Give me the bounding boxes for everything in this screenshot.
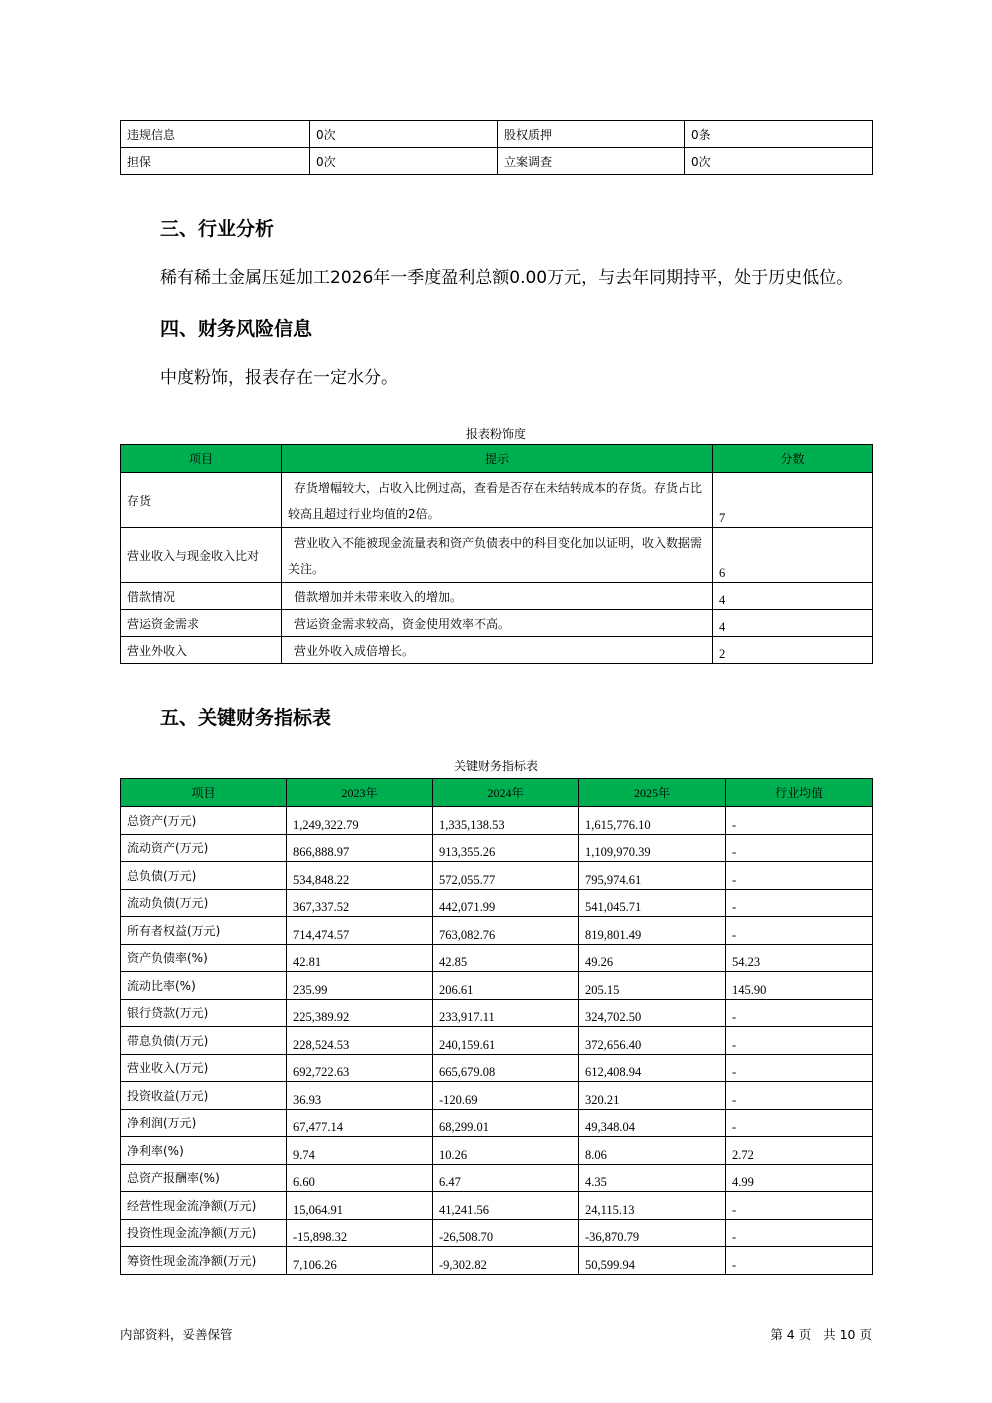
metric-value: 1,249,322.79 xyxy=(287,807,433,835)
section-4-heading: 四、财务风险信息 xyxy=(160,318,313,340)
metric-value: 235.99 xyxy=(287,972,433,1000)
embellish-hint: 营业外收入成倍增长。 xyxy=(282,637,713,664)
metric-value: 612,408.94 xyxy=(579,1054,726,1082)
metrics-row xyxy=(121,807,873,835)
metric-value: 50,599.94 xyxy=(579,1247,726,1275)
metric-name: 投资性现金流净额(万元) xyxy=(121,1219,287,1247)
metric-value: 1,615,776.10 xyxy=(579,807,726,835)
metric-value: 240,159.61 xyxy=(433,1027,579,1055)
metric-value: 8.06 xyxy=(579,1137,726,1165)
metric-value: 795,974.61 xyxy=(579,862,726,890)
embellish-score: 6 xyxy=(713,528,873,583)
metric-value: - xyxy=(726,1219,873,1247)
metric-value: - xyxy=(726,1082,873,1110)
metrics-header: 项目 xyxy=(121,779,287,807)
metrics-header: 2024年 xyxy=(433,779,579,807)
metric-value: 763,082.76 xyxy=(433,917,579,945)
metric-value: 68,299.01 xyxy=(433,1109,579,1137)
metric-name: 净利率(%) xyxy=(121,1137,287,1165)
metric-value: - xyxy=(726,1247,873,1275)
metric-value: 1,335,138.53 xyxy=(433,807,579,835)
embellish-row xyxy=(121,473,873,528)
metric-value: 206.61 xyxy=(433,972,579,1000)
metric-name: 筹资性现金流净额(万元) xyxy=(121,1247,287,1275)
embellish-hint: 借款增加并未带来收入的增加。 xyxy=(282,583,713,610)
metric-name: 流动资产(万元) xyxy=(121,834,287,862)
metric-value: 42.81 xyxy=(287,944,433,972)
metrics-row xyxy=(121,972,873,1000)
risk-row xyxy=(121,121,873,148)
metrics-row xyxy=(121,999,873,1027)
metrics-row xyxy=(121,1027,873,1055)
risk-cell-value1: 0次 xyxy=(310,121,498,148)
metric-value: 7,106.26 xyxy=(287,1247,433,1275)
metric-value: - xyxy=(726,862,873,890)
metric-value: 145.90 xyxy=(726,972,873,1000)
metric-name: 总负债(万元) xyxy=(121,862,287,890)
metric-value: 15,064.91 xyxy=(287,1192,433,1220)
metric-value: 866,888.97 xyxy=(287,834,433,862)
metric-value: - xyxy=(726,807,873,835)
metric-value: 10.26 xyxy=(433,1137,579,1165)
metric-value: 6.60 xyxy=(287,1164,433,1192)
metrics-table xyxy=(120,778,873,1275)
header-score: 分数 xyxy=(713,445,873,473)
metrics-row xyxy=(121,1082,873,1110)
risk-cell-label1: 担保 xyxy=(121,148,310,175)
embellish-row xyxy=(121,637,873,664)
metric-name: 总资产(万元) xyxy=(121,807,287,835)
metric-value: 24,115.13 xyxy=(579,1192,726,1220)
metric-value: 9.74 xyxy=(287,1137,433,1165)
metric-value: - xyxy=(726,1054,873,1082)
risk-info-table xyxy=(120,120,873,175)
metric-value: 572,055.77 xyxy=(433,862,579,890)
metrics-row xyxy=(121,862,873,890)
embellish-table xyxy=(120,444,873,664)
metric-value: - xyxy=(726,999,873,1027)
embellish-item: 营业外收入 xyxy=(121,637,282,664)
metric-value: 1,109,970.39 xyxy=(579,834,726,862)
risk-cell-value1: 0次 xyxy=(310,148,498,175)
risk-cell-value2: 0条 xyxy=(685,121,873,148)
metric-name: 资产负债率(%) xyxy=(121,944,287,972)
metric-value: -15,898.32 xyxy=(287,1219,433,1247)
metric-value: 41,241.56 xyxy=(433,1192,579,1220)
section-5-heading: 五、关键财务指标表 xyxy=(160,707,332,729)
embellish-item: 营运资金需求 xyxy=(121,610,282,637)
metric-value: -36,870.79 xyxy=(579,1219,726,1247)
metric-value: - xyxy=(726,1109,873,1137)
risk-cell-label2: 股权质押 xyxy=(498,121,685,148)
embellish-row xyxy=(121,583,873,610)
metric-value: 4.35 xyxy=(579,1164,726,1192)
metric-value: -9,302.82 xyxy=(433,1247,579,1275)
metric-value: 42.85 xyxy=(433,944,579,972)
metric-value: 665,679.08 xyxy=(433,1054,579,1082)
metric-name: 投资收益(万元) xyxy=(121,1082,287,1110)
metric-value: 67,477.14 xyxy=(287,1109,433,1137)
metrics-row xyxy=(121,1054,873,1082)
metric-value: 714,474.57 xyxy=(287,917,433,945)
metric-name: 总资产报酬率(%) xyxy=(121,1164,287,1192)
metric-value: 49.26 xyxy=(579,944,726,972)
financial-risk-text: 中度粉饰，报表存在一定水分。 xyxy=(160,368,398,388)
metric-name: 带息负债(万元) xyxy=(121,1027,287,1055)
embellish-item: 借款情况 xyxy=(121,583,282,610)
embellish-table-caption: 报表粉饰度 xyxy=(465,427,526,441)
embellish-hint: 营运资金需求较高，资金使用效率不高。 xyxy=(282,610,713,637)
metrics-row xyxy=(121,1192,873,1220)
metric-name: 所有者权益(万元) xyxy=(121,917,287,945)
metric-value: 228,524.53 xyxy=(287,1027,433,1055)
header-item: 项目 xyxy=(121,445,282,473)
metric-value: -120.69 xyxy=(433,1082,579,1110)
embellish-score: 4 xyxy=(713,583,873,610)
embellish-score: 7 xyxy=(713,473,873,528)
metric-value: 442,071.99 xyxy=(433,889,579,917)
metrics-row xyxy=(121,834,873,862)
embellish-score: 2 xyxy=(713,637,873,664)
metric-value: 324,702.50 xyxy=(579,999,726,1027)
metric-name: 经营性现金流净额(万元) xyxy=(121,1192,287,1220)
metric-value: 36.93 xyxy=(287,1082,433,1110)
metric-value: 819,801.49 xyxy=(579,917,726,945)
metric-name: 银行贷款(万元) xyxy=(121,999,287,1027)
embellish-score: 4 xyxy=(713,610,873,637)
metric-name: 流动负债(万元) xyxy=(121,889,287,917)
metrics-header: 2025年 xyxy=(579,779,726,807)
metrics-row xyxy=(121,1247,873,1275)
metrics-row xyxy=(121,917,873,945)
footer-page-number: 第 4 页 共 10 页 xyxy=(770,1327,872,1342)
section-3-heading: 三、行业分析 xyxy=(160,218,275,240)
metric-value: 541,045.71 xyxy=(579,889,726,917)
embellish-row xyxy=(121,610,873,637)
metric-value: -26,508.70 xyxy=(433,1219,579,1247)
metrics-row xyxy=(121,944,873,972)
risk-row xyxy=(121,148,873,175)
industry-analysis-text: 稀有稀土金属压延加工2026年一季度盈利总额0.00万元，与去年同期持平，处于历史低位。 xyxy=(160,268,854,288)
metrics-row xyxy=(121,889,873,917)
metric-value: 913,355.26 xyxy=(433,834,579,862)
metric-name: 流动比率(%) xyxy=(121,972,287,1000)
metrics-row xyxy=(121,1164,873,1192)
metric-value: 6.47 xyxy=(433,1164,579,1192)
embellish-item: 存货 xyxy=(121,473,282,528)
metric-value: 205.15 xyxy=(579,972,726,1000)
metric-value: 54.23 xyxy=(726,944,873,972)
metric-value: 49,348.04 xyxy=(579,1109,726,1137)
metric-value: 233,917.11 xyxy=(433,999,579,1027)
metrics-table-caption: 关键财务指标表 xyxy=(453,759,538,773)
metric-name: 营业收入(万元) xyxy=(121,1054,287,1082)
header-hint: 提示 xyxy=(282,445,713,473)
risk-cell-label1: 违规信息 xyxy=(121,121,310,148)
metric-value: - xyxy=(726,1027,873,1055)
footer-left: 内部资料，妥善保管 xyxy=(120,1327,233,1342)
metric-value: 534,848.22 xyxy=(287,862,433,890)
metric-value: - xyxy=(726,1192,873,1220)
metrics-header: 行业均值 xyxy=(726,779,873,807)
metric-name: 净利润(万元) xyxy=(121,1109,287,1137)
metrics-row xyxy=(121,1219,873,1247)
embellish-item: 营业收入与现金收入比对 xyxy=(121,528,282,583)
metrics-row xyxy=(121,1109,873,1137)
metric-value: 320.21 xyxy=(579,1082,726,1110)
metric-value: 4.99 xyxy=(726,1164,873,1192)
metrics-header: 2023年 xyxy=(287,779,433,807)
metric-value: 2.72 xyxy=(726,1137,873,1165)
metric-value: - xyxy=(726,834,873,862)
metric-value: 367,337.52 xyxy=(287,889,433,917)
risk-cell-label2: 立案调查 xyxy=(498,148,685,175)
metric-value: 372,656.40 xyxy=(579,1027,726,1055)
risk-cell-value2: 0次 xyxy=(685,148,873,175)
metrics-row xyxy=(121,1137,873,1165)
metric-value: 225,389.92 xyxy=(287,999,433,1027)
embellish-row xyxy=(121,528,873,583)
metric-value: 692,722.63 xyxy=(287,1054,433,1082)
embellish-hint: 存货增幅较大，占收入比例过高，查看是否存在未结转成本的存货。存货占比较高且超过行业均值的2倍。 xyxy=(282,473,713,528)
metric-value: - xyxy=(726,917,873,945)
metric-value: - xyxy=(726,889,873,917)
embellish-hint: 营业收入不能被现金流量表和资产负债表中的科目变化加以证明，收入数据需关注。 xyxy=(282,528,713,583)
